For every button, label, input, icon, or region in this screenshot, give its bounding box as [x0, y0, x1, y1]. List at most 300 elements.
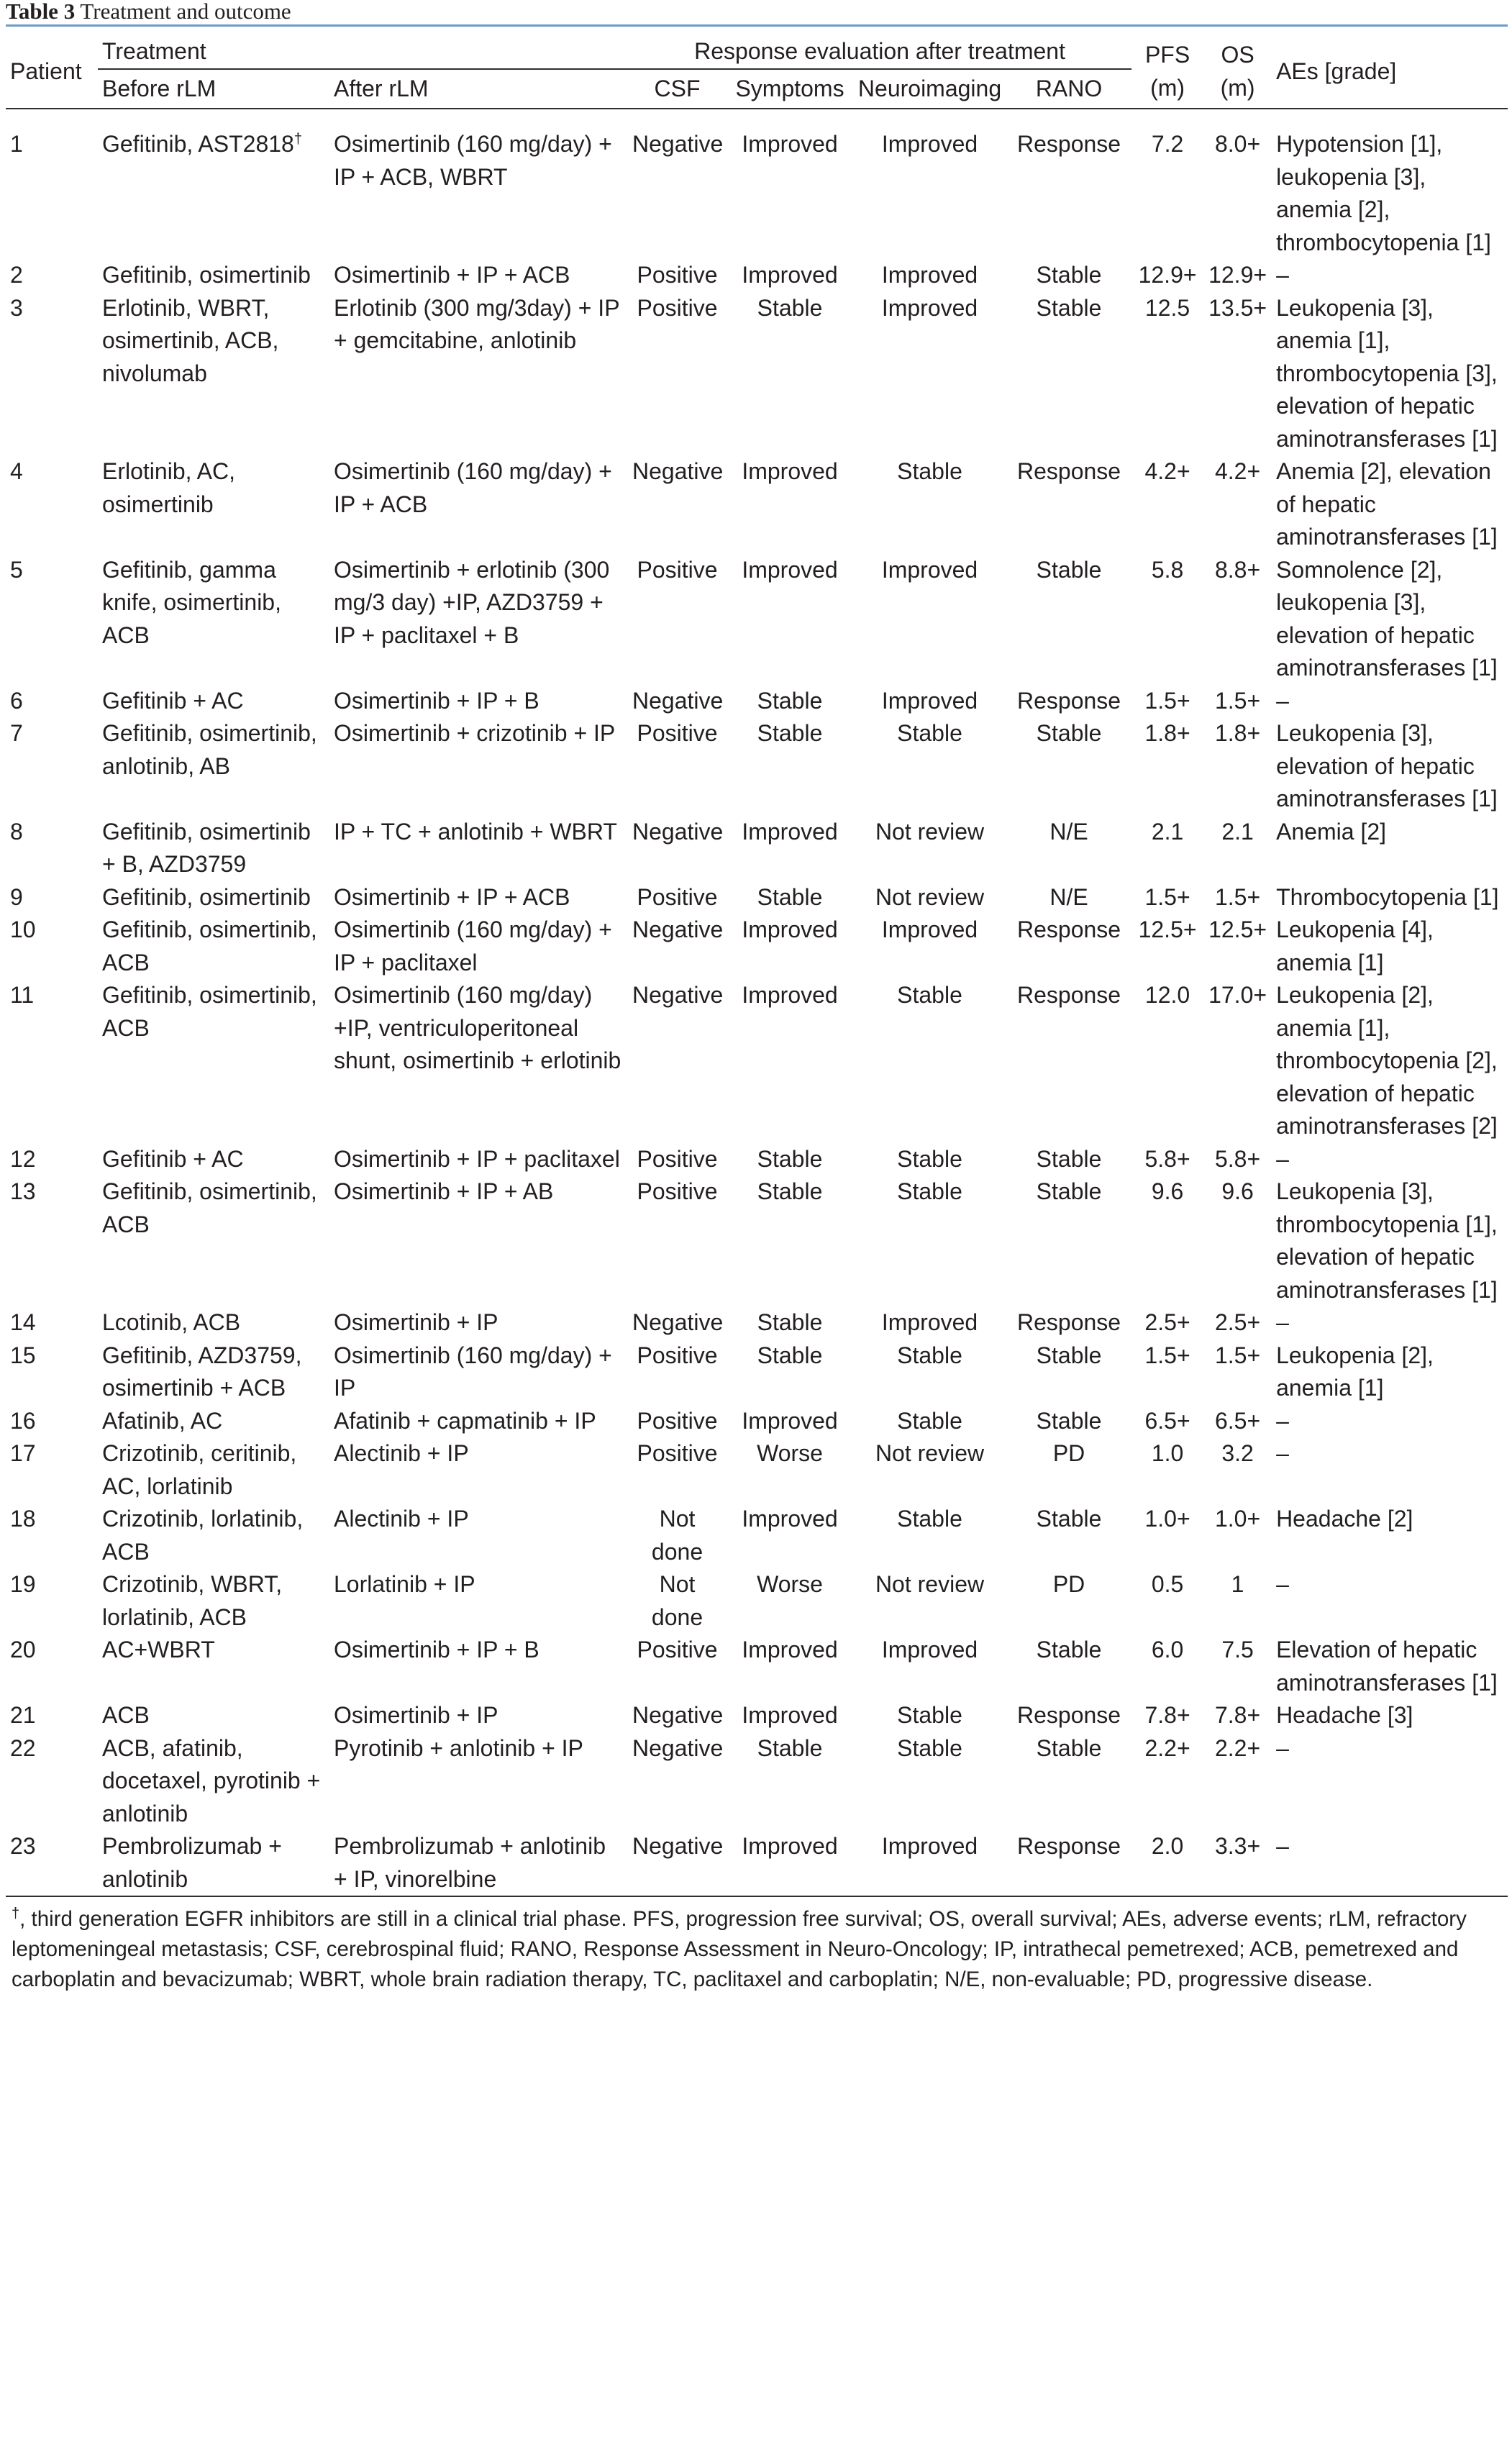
cell-csf	[628, 1143, 727, 1176]
cell-symptoms-text: Stable	[757, 1342, 823, 1368]
cell-os	[1203, 685, 1272, 718]
cell-aes	[1272, 1340, 1508, 1405]
header-row-1	[6, 27, 1508, 69]
cell-pfs-text: 9.6	[1151, 1178, 1184, 1204]
cell-neuroimaging-text: Improved	[881, 917, 978, 942]
cell-neuroimaging	[853, 292, 1006, 456]
cell-patient	[6, 1175, 98, 1306]
cell-csf	[628, 259, 727, 292]
cell-patient-text: 1	[10, 131, 23, 157]
cell-patient	[6, 1503, 98, 1568]
cell-rano-text: Response	[1016, 1702, 1121, 1728]
cell-symptoms-text: Stable	[757, 687, 823, 714]
cell-os	[1203, 292, 1272, 456]
cell-symptoms	[727, 1405, 853, 1438]
cell-pfs-text: 1.5+	[1144, 687, 1190, 714]
cell-before-rlm	[98, 292, 329, 456]
cell-patient	[6, 1437, 98, 1503]
cell-aes-text: Leukopenia [3], anemia [1], thrombocytopenia [3], elevation of hepatic aminotransferases [1]	[1276, 294, 1498, 452]
cell-symptoms	[727, 685, 853, 718]
cell-csf	[628, 1503, 727, 1568]
cell-pfs-text: 0.5	[1151, 1571, 1184, 1597]
cell-csf-text: Negative	[632, 818, 724, 845]
cell-symptoms-text: Improved	[742, 1702, 838, 1728]
cell-rano	[1006, 292, 1131, 456]
cell-symptoms-text: Improved	[742, 1637, 838, 1663]
cell-after-rlm-text: Osimertinib + IP + paclitaxel	[334, 1145, 620, 1172]
cell-patient	[6, 554, 98, 685]
cell-patient-text: 21	[10, 1702, 36, 1728]
cell-patient	[6, 1732, 98, 1831]
cell-pfs-text: 7.2	[1151, 131, 1184, 157]
cell-after-rlm	[329, 1830, 628, 1896]
cell-after-rlm	[329, 685, 628, 718]
cell-neuroimaging	[853, 1699, 1006, 1732]
cell-symptoms	[727, 455, 853, 554]
header-rano: RANO	[1035, 75, 1103, 101]
cell-csf-text: Positive	[637, 1178, 718, 1204]
cell-pfs-text: 6.0	[1151, 1637, 1184, 1663]
cell-before-rlm	[98, 685, 329, 718]
cell-pfs	[1131, 259, 1203, 292]
table-row	[6, 554, 1508, 685]
cell-rano	[1006, 685, 1131, 718]
cell-after-rlm	[329, 1306, 628, 1340]
cell-before-rlm-text: Gefitinib, AST2818	[102, 131, 294, 157]
cell-aes	[1272, 1175, 1508, 1306]
cell-symptoms-text: Stable	[757, 1309, 823, 1335]
cell-before-rlm-text: Gefitinib + AC	[102, 687, 244, 714]
table-row	[6, 1634, 1508, 1699]
cell-csf-text: Negative	[632, 1734, 724, 1761]
cell-aes-text: Anemia [2]	[1276, 818, 1387, 845]
cell-before-rlm	[98, 259, 329, 292]
cell-csf-text: Negative	[632, 1833, 724, 1859]
cell-after-rlm-text: Osimertinib + erlotinib (300 mg/3 day) +IP, AZD3759 + IP + paclitaxel + B	[334, 556, 610, 648]
cell-rano-text: Response	[1016, 131, 1121, 157]
cell-csf	[628, 1699, 727, 1732]
cell-rano-text: Stable	[1036, 294, 1102, 321]
cell-symptoms-text: Improved	[742, 1407, 838, 1434]
cell-after-rlm-text: Erlotinib (300 mg/3day) + IP + gemcitabine, anlotinib	[334, 294, 619, 353]
cell-pfs	[1131, 1699, 1203, 1732]
cell-neuroimaging-text: Not review	[875, 1571, 985, 1597]
cell-pfs	[1131, 717, 1203, 816]
cell-symptoms	[727, 259, 853, 292]
cell-after-rlm	[329, 1437, 628, 1503]
table-title: Treatment and outcome	[80, 0, 291, 24]
cell-aes	[1272, 717, 1508, 816]
cell-rano-text: Response	[1016, 982, 1121, 1008]
cell-symptoms	[727, 1634, 853, 1699]
cell-before-rlm-text: Crizotinib, lorlatinib, ACB	[102, 1506, 304, 1565]
cell-patient	[6, 1634, 98, 1699]
cell-pfs	[1131, 292, 1203, 456]
cell-patient-text: 13	[10, 1178, 36, 1204]
cell-os-text: 3.2	[1221, 1440, 1254, 1466]
cell-after-rlm-text: Osimertinib (160 mg/day) +IP, ventriculoperitoneal shunt, osimertinib + erlotinib	[334, 982, 621, 1073]
cell-csf	[628, 1306, 727, 1340]
cell-aes-text: Thrombocytopenia [1]	[1276, 883, 1499, 910]
cell-symptoms-text: Improved	[742, 982, 838, 1008]
header-before: Before rLM	[102, 75, 217, 101]
cell-neuroimaging	[853, 881, 1006, 914]
cell-before-rlm	[98, 554, 329, 685]
cell-rano	[1006, 1143, 1131, 1176]
cell-os	[1203, 1568, 1272, 1634]
cell-csf-text: Positive	[637, 262, 718, 288]
cell-rano	[1006, 1568, 1131, 1634]
cell-symptoms	[727, 1699, 853, 1732]
cell-csf-text: Negative	[632, 917, 724, 942]
cell-rano-text: N/E	[1049, 818, 1088, 845]
cell-before-rlm-text: Erlotinib, AC, osimertinib	[102, 458, 235, 517]
cell-before-rlm	[98, 1830, 329, 1896]
cell-patient	[6, 1405, 98, 1438]
cell-aes	[1272, 1143, 1508, 1176]
table-row	[6, 1340, 1508, 1405]
cell-symptoms	[727, 816, 853, 881]
cell-os-text: 7.8+	[1214, 1702, 1261, 1728]
cell-after-rlm	[329, 881, 628, 914]
cell-patient-text: 10	[10, 917, 36, 942]
table-row	[6, 1699, 1508, 1732]
cell-after-rlm	[329, 717, 628, 816]
cell-os-text: 1.0+	[1214, 1506, 1261, 1532]
cell-rano-text: Stable	[1036, 1145, 1102, 1172]
cell-pfs	[1131, 1306, 1203, 1340]
cell-after-rlm	[329, 109, 628, 259]
cell-neuroimaging	[853, 685, 1006, 718]
cell-patient-text: 20	[10, 1637, 36, 1663]
cell-neuroimaging-text: Stable	[897, 458, 962, 484]
cell-symptoms	[727, 1437, 853, 1503]
cell-symptoms	[727, 109, 853, 259]
table-row	[6, 109, 1508, 259]
cell-patient-text: 4	[10, 458, 23, 484]
cell-after-rlm-text: Osimertinib + crizotinib + IP	[334, 720, 616, 746]
cell-os-text: 1.5+	[1214, 1342, 1261, 1368]
cell-aes-text: Somnolence [2], leukopenia [3], elevation of hepatic aminotransferases [1]	[1276, 556, 1498, 681]
cell-patient-text: 14	[10, 1309, 36, 1335]
cell-rano	[1006, 455, 1131, 554]
header-neuroimaging: Neuroimaging	[857, 75, 1002, 101]
cell-patient-text: 6	[10, 687, 23, 714]
cell-patient	[6, 685, 98, 718]
table-row	[6, 914, 1508, 979]
cell-aes-text: Headache [2]	[1276, 1506, 1413, 1532]
cell-os	[1203, 1306, 1272, 1340]
cell-patient-text: 15	[10, 1342, 36, 1368]
cell-symptoms	[727, 292, 853, 456]
cell-os-text: 1	[1231, 1571, 1244, 1597]
table-row	[6, 1306, 1508, 1340]
cell-pfs-text: 1.8+	[1144, 720, 1190, 746]
cell-csf-text: Positive	[637, 1342, 718, 1368]
cell-after-rlm	[329, 816, 628, 881]
cell-aes-text: Hypotension [1], leukopenia [3], anemia [2], thrombocytopenia [1]	[1276, 131, 1491, 255]
cell-patient	[6, 1830, 98, 1896]
cell-neuroimaging	[853, 1340, 1006, 1405]
cell-symptoms-text: Stable	[757, 1734, 823, 1761]
cell-rano-text: Response	[1016, 917, 1121, 942]
header-pfs-unit: (m)	[1150, 74, 1185, 101]
table-row	[6, 1437, 1508, 1503]
cell-csf	[628, 717, 727, 816]
cell-rano-text: Stable	[1036, 556, 1102, 583]
cell-symptoms	[727, 1340, 853, 1405]
cell-pfs-text: 12.5+	[1138, 917, 1197, 942]
cell-aes	[1272, 1634, 1508, 1699]
cell-os-text: 1.8+	[1214, 720, 1261, 746]
cell-csf	[628, 109, 727, 259]
cell-symptoms-text: Stable	[757, 1178, 823, 1204]
cell-os-text: 8.0+	[1214, 131, 1261, 157]
cell-neuroimaging-text: Improved	[881, 1309, 978, 1335]
cell-pfs	[1131, 1568, 1203, 1634]
cell-aes	[1272, 554, 1508, 685]
cell-os	[1203, 1830, 1272, 1896]
cell-neuroimaging-text: Improved	[881, 1833, 978, 1859]
cell-os-text: 9.6	[1221, 1178, 1254, 1204]
cell-symptoms-text: Improved	[742, 1506, 838, 1532]
cell-symptoms	[727, 1568, 853, 1634]
table-row	[6, 292, 1508, 456]
cell-rano	[1006, 1340, 1131, 1405]
cell-neuroimaging-text: Not review	[875, 883, 985, 910]
cell-rano	[1006, 259, 1131, 292]
cell-pfs-text: 5.8+	[1144, 1145, 1190, 1172]
cell-symptoms	[727, 717, 853, 816]
cell-symptoms	[727, 1143, 853, 1176]
cell-after-rlm-text: IP + TC + anlotinib + WBRT	[334, 818, 617, 845]
cell-symptoms-text: Stable	[757, 883, 823, 910]
cell-before-rlm-text: Crizotinib, WBRT, lorlatinib, ACB	[102, 1571, 283, 1630]
cell-pfs	[1131, 109, 1203, 259]
cell-csf-text: Positive	[637, 294, 718, 321]
cell-patient-text: 12	[10, 1145, 36, 1172]
cell-csf	[628, 1405, 727, 1438]
cell-neuroimaging	[853, 1830, 1006, 1896]
cell-after-rlm-text: Osimertinib (160 mg/day) + IP + paclitaxel	[334, 917, 612, 975]
cell-rano-text: PD	[1052, 1571, 1085, 1597]
cell-after-rlm-text: Osimertinib + IP + B	[334, 1637, 539, 1663]
cell-patient-text: 17	[10, 1440, 36, 1466]
cell-csf-text: Negative	[632, 982, 724, 1008]
header-treatment: Treatment	[98, 27, 628, 69]
cell-patient	[6, 1143, 98, 1176]
cell-neuroimaging-text: Not review	[875, 1440, 985, 1466]
cell-pfs	[1131, 1732, 1203, 1831]
cell-rano	[1006, 1503, 1131, 1568]
cell-neuroimaging-text: Stable	[897, 1145, 962, 1172]
cell-rano	[1006, 979, 1131, 1143]
cell-os-text: 13.5+	[1208, 294, 1267, 321]
cell-patient	[6, 816, 98, 881]
cell-after-rlm	[329, 1568, 628, 1634]
cell-pfs	[1131, 455, 1203, 554]
cell-pfs	[1131, 1503, 1203, 1568]
cell-aes-text: –	[1276, 1571, 1289, 1597]
cell-csf	[628, 292, 727, 456]
cell-before-rlm	[98, 1634, 329, 1699]
cell-csf-text: Positive	[637, 1637, 718, 1663]
cell-csf	[628, 1340, 727, 1405]
cell-before-rlm	[98, 455, 329, 554]
cell-after-rlm-text: Pyrotinib + anlotinib + IP	[334, 1734, 583, 1761]
cell-neuroimaging-text: Stable	[897, 1178, 962, 1204]
cell-rano-text: Stable	[1036, 1734, 1102, 1761]
cell-os	[1203, 554, 1272, 685]
cell-neuroimaging	[853, 1143, 1006, 1176]
cell-pfs-text: 12.0	[1144, 982, 1190, 1008]
cell-aes	[1272, 979, 1508, 1143]
cell-neuroimaging	[853, 455, 1006, 554]
cell-before-rlm	[98, 109, 329, 259]
cell-pfs	[1131, 816, 1203, 881]
cell-symptoms	[727, 554, 853, 685]
cell-os	[1203, 1340, 1272, 1405]
cell-neuroimaging	[853, 1503, 1006, 1568]
cell-after-rlm	[329, 1340, 628, 1405]
cell-csf	[628, 1568, 727, 1634]
cell-pfs	[1131, 914, 1203, 979]
cell-patient	[6, 717, 98, 816]
cell-neuroimaging-text: Improved	[881, 131, 978, 157]
table-row	[6, 1830, 1508, 1896]
cell-aes	[1272, 455, 1508, 554]
cell-neuroimaging-text: Stable	[897, 1506, 962, 1532]
cell-csf-text: Positive	[637, 556, 718, 583]
cell-after-rlm	[329, 1634, 628, 1699]
cell-rano-text: Stable	[1036, 1178, 1102, 1204]
cell-before-rlm-text: Gefitinib, AZD3759, osimertinib + ACB	[102, 1342, 302, 1401]
cell-aes	[1272, 914, 1508, 979]
cell-rano	[1006, 1306, 1131, 1340]
cell-after-rlm	[329, 1732, 628, 1831]
cell-csf-text: Negative	[632, 131, 724, 157]
cell-neuroimaging-text: Not review	[875, 818, 985, 845]
cell-os-text: 5.8+	[1214, 1145, 1261, 1172]
cell-before-rlm-text: Gefitinib, osimertinib, ACB	[102, 1178, 317, 1237]
cell-aes-text: Headache [3]	[1276, 1702, 1413, 1728]
cell-pfs-text: 7.8+	[1144, 1702, 1190, 1728]
cell-patient-text: 11	[10, 982, 35, 1008]
cell-pfs	[1131, 1143, 1203, 1176]
cell-after-rlm-text: Pembrolizumab + anlotinib + IP, vinorelbine	[334, 1833, 606, 1892]
cell-csf-text: Positive	[637, 883, 718, 910]
cell-neuroimaging-text: Stable	[897, 1734, 962, 1761]
cell-neuroimaging-text: Stable	[897, 1342, 962, 1368]
cell-csf-text: Negative	[632, 458, 724, 484]
cell-rano-text: Response	[1016, 458, 1121, 484]
cell-aes	[1272, 292, 1508, 456]
cell-before-rlm-text: Crizotinib, ceritinib, AC, lorlatinib	[102, 1440, 297, 1499]
cell-aes-text: Elevation of hepatic aminotransferases [1]	[1276, 1637, 1498, 1696]
cell-rano-text: Response	[1016, 687, 1121, 714]
cell-os-text: 2.5+	[1214, 1309, 1261, 1335]
header-response: Response evaluation after treatment	[628, 27, 1131, 69]
cell-pfs	[1131, 1830, 1203, 1896]
cell-aes-text: –	[1276, 1734, 1289, 1761]
cell-aes	[1272, 1306, 1508, 1340]
cell-rano	[1006, 1830, 1131, 1896]
cell-pfs-text: 2.5+	[1144, 1309, 1190, 1335]
cell-patient	[6, 979, 98, 1143]
header-patient: Patient	[10, 58, 82, 84]
table-body	[6, 109, 1508, 1896]
cell-before-rlm-text: Gefitinib + AC	[102, 1145, 244, 1172]
cell-csf-text: Not done	[651, 1506, 703, 1565]
cell-pfs-text: 12.5	[1144, 294, 1190, 321]
cell-patient-text: 8	[10, 818, 23, 845]
cell-symptoms-text: Worse	[757, 1440, 823, 1466]
cell-after-rlm-text: Osimertinib + IP + ACB	[334, 262, 570, 288]
cell-after-rlm	[329, 554, 628, 685]
cell-pfs	[1131, 554, 1203, 685]
cell-rano	[1006, 816, 1131, 881]
cell-neuroimaging-text: Improved	[881, 556, 978, 583]
header-csf: CSF	[654, 75, 701, 101]
cell-neuroimaging-text: Improved	[881, 1637, 978, 1663]
cell-after-rlm	[329, 1175, 628, 1306]
cell-symptoms	[727, 914, 853, 979]
cell-os-text: 8.8+	[1214, 556, 1261, 583]
cell-os	[1203, 979, 1272, 1143]
table-row	[6, 1568, 1508, 1634]
cell-before-rlm	[98, 717, 329, 816]
cell-after-rlm-text: Afatinib + capmatinib + IP	[334, 1407, 596, 1434]
cell-symptoms-text: Improved	[742, 818, 838, 845]
cell-aes-text: –	[1276, 1407, 1289, 1434]
cell-csf	[628, 1830, 727, 1896]
table-label: Table 3	[6, 0, 76, 24]
cell-aes	[1272, 881, 1508, 914]
cell-neuroimaging	[853, 1568, 1006, 1634]
cell-neuroimaging	[853, 717, 1006, 816]
cell-rano-text: Stable	[1036, 1637, 1102, 1663]
cell-before-rlm	[98, 1306, 329, 1340]
cell-patient-text: 9	[10, 883, 23, 910]
cell-aes	[1272, 1503, 1508, 1568]
cell-neuroimaging	[853, 1634, 1006, 1699]
cell-csf-text: Negative	[632, 1702, 724, 1728]
cell-os-text: 1.5+	[1214, 687, 1261, 714]
cell-os	[1203, 914, 1272, 979]
cell-aes-text: –	[1276, 1833, 1289, 1859]
table-row	[6, 816, 1508, 881]
table-row	[6, 1503, 1508, 1568]
cell-os-text: 12.9+	[1208, 262, 1267, 288]
cell-rano-text: PD	[1052, 1440, 1085, 1466]
cell-symptoms	[727, 1306, 853, 1340]
cell-after-rlm	[329, 292, 628, 456]
cell-aes	[1272, 1830, 1508, 1896]
cell-patient-text: 7	[10, 720, 23, 746]
cell-rano	[1006, 1699, 1131, 1732]
cell-rano	[1006, 914, 1131, 979]
cell-aes	[1272, 685, 1508, 718]
cell-before-rlm	[98, 1503, 329, 1568]
cell-patient-text: 16	[10, 1407, 36, 1434]
cell-symptoms	[727, 1175, 853, 1306]
cell-before-rlm	[98, 816, 329, 881]
cell-after-rlm-text: Alectinib + IP	[334, 1506, 469, 1532]
cell-rano	[1006, 109, 1131, 259]
cell-after-rlm	[329, 1503, 628, 1568]
cell-aes-text: Leukopenia [3], elevation of hepatic aminotransferases [1]	[1276, 720, 1498, 811]
cell-rano-text: N/E	[1049, 883, 1088, 910]
